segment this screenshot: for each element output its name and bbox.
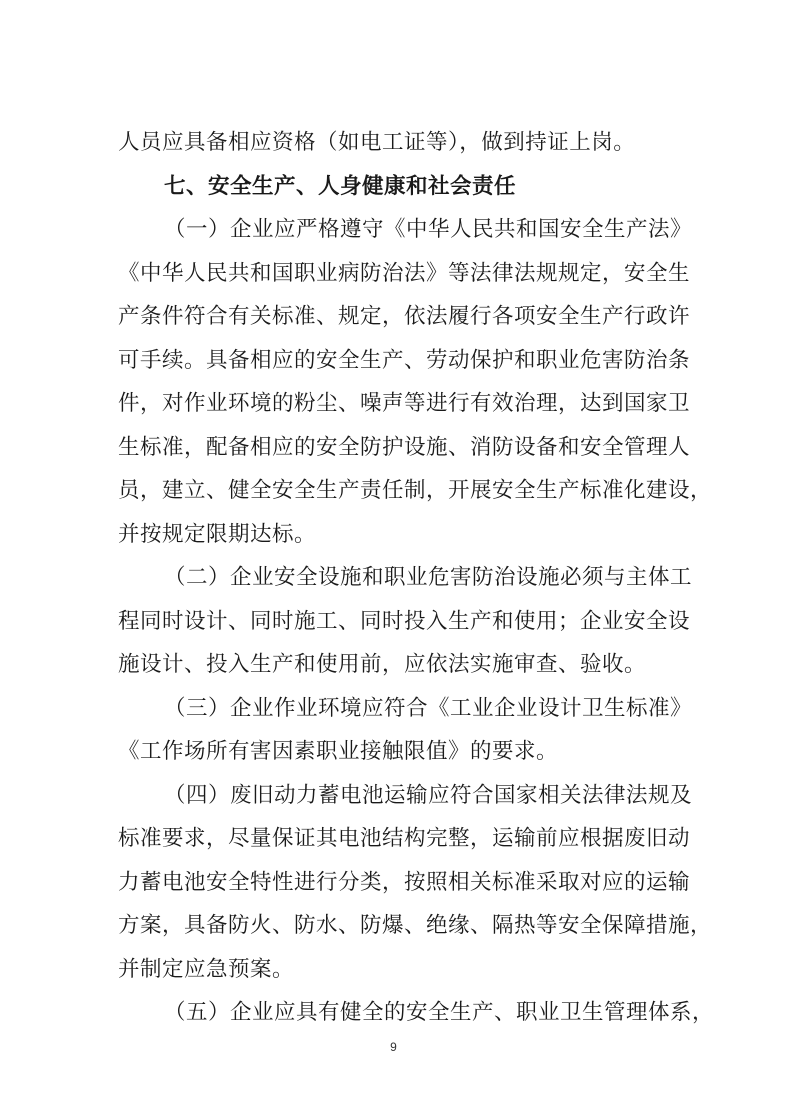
text-line: 并制定应急预案。 [118, 956, 295, 982]
paragraph-start: （三）企业作业环境应符合《工业企业设计卫生标准》 [164, 695, 693, 721]
paragraph-start: （二）企业安全设施和职业危害防治设施必须与主体工 [164, 565, 693, 590]
text-line: 生标准，配备相应的安全防护设施、消防设备和安全管理人 [118, 434, 691, 460]
page-number: 9 [390, 1040, 397, 1054]
body-text [118, 121, 715, 1035]
text-line: 标准要求，尽量保证其电池结构完整，运输前应根据废旧动 [118, 826, 691, 851]
text-line: 方案，具备防火、防水、防爆、绝缘、隔热等安全保障措施， [118, 913, 713, 938]
text-line: 《工作场所有害因素职业接触限值》的要求。 [118, 739, 559, 764]
text-line: 件，对作业环境的粉尘、噪声等进行有效治理，达到国家卫 [118, 391, 691, 416]
text-line: 产条件符合有关标准、规定，依法履行各项安全生产行政许 [118, 304, 691, 329]
text-line: 并按规定限期达标。 [118, 521, 317, 547]
text-line: 程同时设计、同时施工、同时投入生产和使用；企业安全设 [118, 608, 691, 634]
text-line: 可手续。具备相应的安全生产、劳动保护和职业危害防治条 [118, 347, 691, 373]
text-line: 《中华人民共和国职业病防治法》等法律法规规定，安全生 [118, 260, 691, 286]
paragraph-start: （五）企业应具有健全的安全生产、职业卫生管理体系， [164, 1000, 715, 1025]
section-heading: 七、安全生产、人身健康和社会责任 [164, 173, 517, 199]
text-line: 力蓄电池安全特性进行分类，按照相关标准采取对应的运输 [118, 869, 691, 895]
text-line: 施设计、投入生产和使用前，应依法实施审查、验收。 [118, 652, 647, 677]
paragraph-start: （一）企业应严格遵守《中华人民共和国安全生产法》 [164, 217, 693, 242]
paragraph-start: （四）废旧动力蓄电池运输应符合国家相关法律法规及 [164, 782, 693, 808]
text-line: 员，建立、健全安全生产责任制，开展安全生产标准化建设， [118, 478, 713, 503]
text-line: 人员应具备相应资格（如电工证等），做到持证上岗。 [118, 130, 636, 155]
